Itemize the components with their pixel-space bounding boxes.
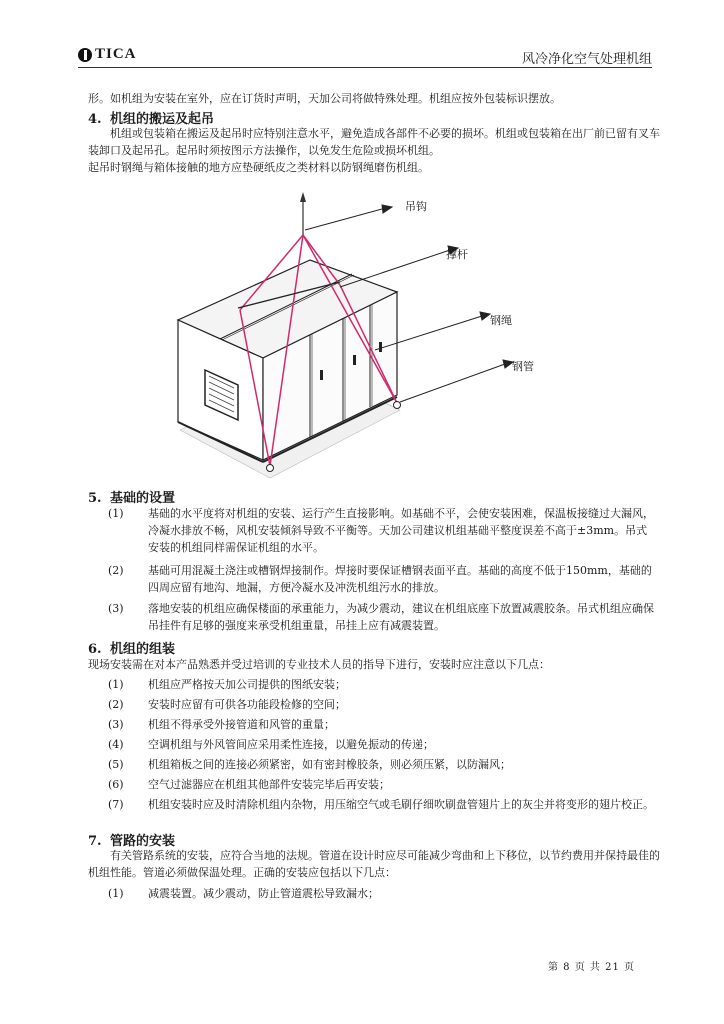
label-steel-pipe: 钢管 [512, 360, 534, 373]
item-marker: (2) [108, 564, 124, 577]
label-hook: 吊钩 [405, 200, 427, 213]
label-spreader-bar: 撑杆 [446, 248, 468, 261]
section-4-paragraph-1: 机组或包装箱在搬运及起吊时应特别注意水平，避免造成各部件不必要的损坏。机组或包装箱在出厂前已留有叉车装卸口及起吊孔。起吊时须按图示方法操作，以免发生危险或损坏机组。 [88, 127, 660, 157]
company-logo [78, 46, 137, 63]
section-6-intro: 现场安装需在对本产品熟悉并受过培训的专业技术人员的指导下进行，安装时应注意以下几点： [88, 658, 550, 671]
item-marker: (1) [108, 678, 124, 691]
section-title: 基础的设置 [110, 491, 176, 506]
section-number: 5. [88, 491, 102, 506]
section-5-heading [88, 487, 175, 506]
section-4-paragraph-2: 起吊时钢绳与箱体接触的地方应垫硬纸皮之类材料以防钢绳磨伤机组。 [88, 161, 429, 174]
item-marker: (1) [108, 887, 124, 900]
item-marker: (6) [108, 778, 124, 791]
item-marker: (3) [108, 718, 124, 731]
item-text: 机组应严格按天加公司提供的图纸安装； [148, 678, 346, 691]
intro-line: 形。如机组为安装在室外，应在订货时声明，天加公司将做特殊处理。机组应按外包装标识摆放。 [88, 92, 561, 105]
section-6-heading [88, 638, 175, 657]
logo-mark-icon [78, 48, 92, 62]
section-title: 机组的搬运及起吊 [110, 112, 215, 127]
item-marker: (3) [108, 602, 124, 615]
item-text: 安装时应留有可供各功能段检修的空间； [148, 698, 346, 711]
section-7-paragraph: 有关管路系统的安装，应符合当地的法规。管道在设计时应尽可能减少弯曲和上下移位，以节约费用并保持最佳的机组性能。管道必须做保温处理。正确的安装应包括以下几点： [88, 849, 660, 879]
item-marker: (5) [108, 758, 124, 771]
lifting-diagram-svg [160, 190, 570, 490]
logo-text: TICA [95, 46, 137, 62]
section-number: 7. [88, 834, 102, 849]
item-text: 基础可用混凝土浇注或槽钢焊接制作。焊接时要保证槽钢表面平直。基础的高度不低于150mm，基础的四周应留有地沟、地漏，方便冷凝水及冲洗机组污水的排放。 [148, 564, 652, 594]
item-text: 基础的水平度将对机组的安装、运行产生直接影响。如基础不平，会使安装困难，保温板接缝过大漏风，冷凝水排放不畅，风机安装倾斜导致不平衡等。天加公司建议机组基础平整度误差不高于±3mm。吊式安装的机组同样需保证机组的水平。 [148, 507, 654, 554]
item-text: 机组不得承受外接管道和风管的重量； [148, 718, 335, 731]
lifting-diagram [160, 190, 570, 490]
item-text: 机组安装时应及时清除机组内杂物，用压缩空气或毛刷仔细吹刷盘管翅片上的灰尘并将变形的翅片校正。 [148, 798, 654, 811]
label-steel-rope: 钢绳 [490, 314, 512, 327]
header-divider [78, 67, 652, 68]
document-title: 风冷净化空气处理机组 [521, 52, 652, 67]
page-header [78, 38, 652, 70]
section-title: 管路的安装 [110, 834, 176, 849]
item-marker: (2) [108, 698, 124, 711]
item-text: 机组箱板之间的连接必须紧密，如有密封橡胶条，则必须压紧，以防漏风； [148, 758, 511, 771]
section-number: 6. [88, 642, 102, 657]
item-text: 落地安装的机组应确保楼面的承重能力，为减少震动，建议在机组底座下放置减震胶条。吊式机组应确保吊挂件有足够的强度来承受机组重量，吊挂上应有减震装置。 [148, 602, 654, 632]
item-text: 空气过滤器应在机组其他部件安装完毕后再安装； [148, 778, 390, 791]
page-number: 第 8 页 共 21 页 [548, 962, 635, 973]
section-title: 机组的组装 [110, 642, 176, 657]
item-marker: (1) [108, 507, 124, 520]
item-marker: (4) [108, 738, 124, 751]
section-number: 4. [88, 112, 102, 127]
item-text: 空调机组与外风管间应采用柔性连接，以避免振动的传递； [148, 738, 434, 751]
item-text: 减震装置。减少震动，防止管道震松导致漏水； [148, 887, 379, 900]
item-marker: (7) [108, 798, 124, 811]
